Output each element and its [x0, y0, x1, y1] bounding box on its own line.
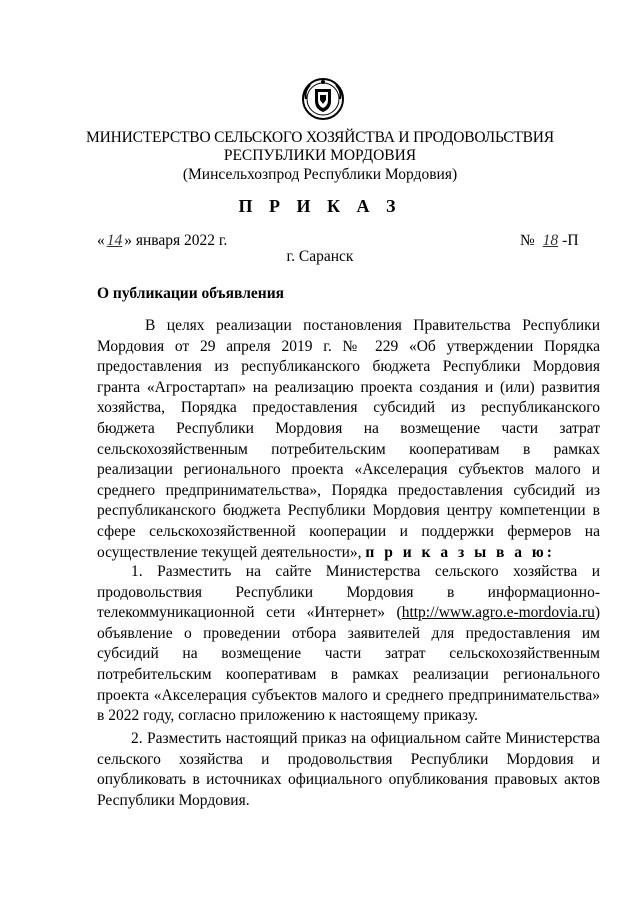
date-day-handwritten: 14 — [106, 232, 123, 249]
org-name-line2: РЕСПУБЛИКИ МОРДОВИЯ — [223, 147, 417, 164]
paragraph-item-1 — [97, 562, 600, 727]
order-word: п р и к а з ы в а ю: — [365, 543, 555, 561]
item1-end: ) объявление о проведении отбора заявителей для предоставления им субсидий на возмещение части затрат сельскохозяйственным потребительским кооперативам в рамках реализации регионального проекта «Акселерация субъектов малого и среднего предпринимательства» в 2022 году, согласно приложению к настоящему приказу. — [97, 604, 600, 725]
org-short-name: (Минсельхозпрод Республики Мордовия) — [182, 166, 458, 183]
preamble-text: В целях реализации постановления Правительства Республики Мордовия от 29 апреля 2019 г. № 229 «Об утверждении Порядка предоставления из республиканского бюджета Республики Мордовия гранта «Агростартап» на реализацию проекта создания и (или) развития хозяйства, Порядка предоставления субсидий из республиканского бюджета Республики Мордовия на возмещение части затрат сельскохозяйственным потребительским кооперативам в рамках реализации регионального проекта «Акселерация субъектов малого и среднего предпринимательства», Порядка предоставления субсидий из республиканского бюджета Республики Мордовия центру компетенции в сфере сельскохозяйственной кооперации и поддержки фермеров на осуществление текущей деятельности», — [97, 317, 600, 561]
paragraph-preamble — [97, 316, 600, 563]
city: г. Саранск — [286, 248, 354, 265]
org-name-line1: МИНИСТЕРСТВО СЕЛЬСКОГО ХОЗЯЙСТВА И ПРОДОВОЛЬСТВИЯ — [86, 129, 554, 146]
document-title: П Р И К А З — [238, 196, 402, 216]
number-prefix: № — [520, 232, 535, 249]
paragraph-item-2 — [97, 729, 600, 811]
coat-of-arms-icon — [301, 77, 345, 121]
website-link[interactable]: http://www.agro.e-mordovia.ru — [401, 604, 595, 622]
item1-start: 1. Разместить на сайте Министерства сельского хозяйства и продовольствия Республики Мордовия в информационно-телекоммуникационной сети «Интернет» ( — [97, 563, 600, 622]
number-handwritten: 18 — [542, 232, 559, 249]
item2-text: 2. Разместить настоящий приказ на официальном сайте Министерства сельского хозяйства и продовольствия Республики Мордовия и опубликовать в источниках официального опубликования правовых актов Республики Мордовия. — [97, 730, 600, 809]
date-month-year: » января 2022 г. — [124, 232, 228, 249]
document-subject: О публикации объявления — [97, 285, 285, 302]
number-suffix: -П — [562, 232, 579, 249]
date-quote-open: « — [97, 232, 105, 249]
